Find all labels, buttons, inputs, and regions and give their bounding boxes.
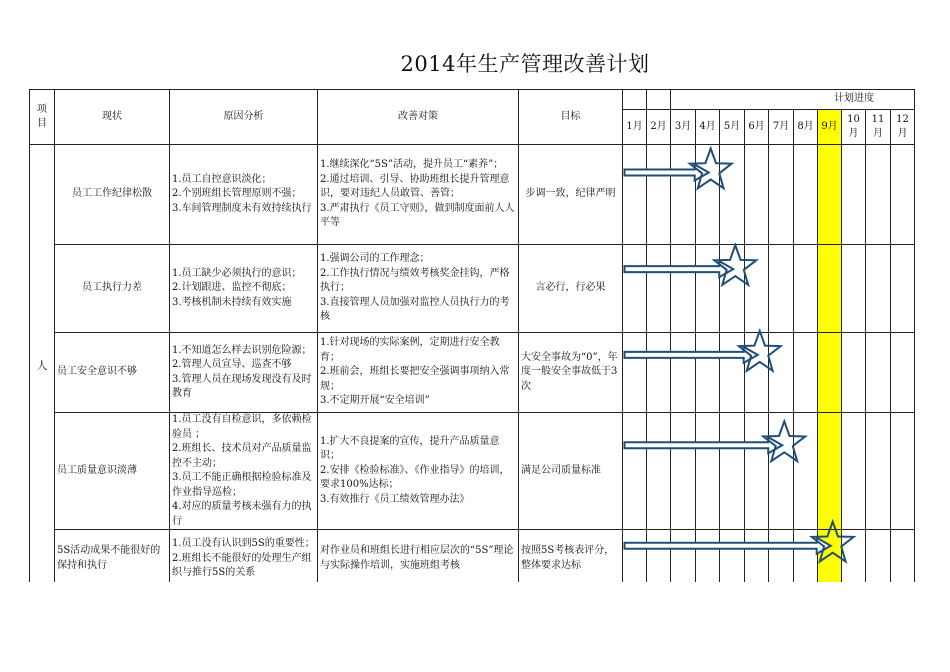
month-cell	[647, 530, 671, 588]
month-header-5: 5月	[720, 110, 745, 145]
cause-cell: 1.员工自控意识淡化； 2.个别班组长管理原则不强； 3.车间管理制度未有效持续执行	[170, 145, 318, 245]
goal-cell: 言必行，行必果	[519, 245, 623, 333]
measures-cell: 1.强调公司的工作理念； 2.工作执行情况与绩效考核奖金挂钩，严格执行； 3.直接管理人员加强对监控人员执行力的考核	[318, 245, 519, 333]
month-cell	[842, 333, 866, 413]
month-cell	[623, 145, 647, 245]
month-cell	[671, 245, 696, 333]
month-cell	[891, 530, 915, 588]
month-header-7: 7月	[769, 110, 794, 145]
status-cell: 员工执行力差	[55, 245, 170, 333]
header-item: 项 目	[30, 90, 55, 145]
month-header-12: 12 月	[891, 110, 915, 145]
month-cell	[891, 413, 915, 530]
header-status: 现状	[55, 90, 170, 145]
month-cell	[647, 145, 671, 245]
month-cell	[818, 413, 842, 530]
month-cell	[866, 333, 891, 413]
status-cell: 员工工作纪律松散	[55, 145, 170, 245]
month-cell	[623, 530, 647, 588]
cause-cell: 1.员工缺少必须执行的意识； 2.计划跟进、监控不彻底； 3.考核机制未持续有效实施	[170, 245, 318, 333]
goal-cell: 满足公司质量标准	[519, 413, 623, 530]
month-cell	[818, 145, 842, 245]
month-cell	[866, 413, 891, 530]
month-cell	[745, 333, 769, 413]
header-schedule: 计划进度	[671, 90, 915, 110]
month-cell	[891, 333, 915, 413]
month-cell	[818, 530, 842, 588]
month-cell	[745, 245, 769, 333]
month-cell	[647, 245, 671, 333]
month-cell	[891, 145, 915, 245]
month-cell	[842, 145, 866, 245]
month-cell	[842, 413, 866, 530]
measures-cell: 1.继续深化“5S”活动，提升员工“素养”； 2.通过培训、引导、协助班组长提升管理意识，要对违纪人员敢管、善管； 3.严肃执行《员工守则》，做到制度面前人人平等	[318, 145, 519, 245]
month-cell	[623, 413, 647, 530]
goal-cell: 大安全事故为“0”，年度一般安全事故低于3次	[519, 333, 623, 413]
month-header-10: 10 月	[842, 110, 866, 145]
goal-cell: 步调一致，纪律严明	[519, 145, 623, 245]
month-cell	[696, 530, 720, 588]
month-cell	[769, 145, 794, 245]
month-cell	[769, 530, 794, 588]
cause-cell: 1.员工没有自检意识，多依赖检验员 ； 2.班组长、技术员对产品质量监控不主动； 3.员工不能正确根据检验标准及作业指导巡检； 4.对应的质量考核未强有力的执行	[170, 413, 318, 530]
plan-row	[30, 413, 915, 530]
header-measures: 改善对策	[318, 90, 519, 145]
status-cell: 员工安全意识不够	[55, 333, 170, 413]
plan-row	[30, 145, 915, 245]
month-cell	[720, 530, 745, 588]
month-cell	[745, 145, 769, 245]
month-cell	[818, 245, 842, 333]
month-cell	[842, 530, 866, 588]
month-cell	[794, 245, 818, 333]
category-cell: 人	[30, 145, 55, 588]
header-blank-1	[623, 90, 647, 110]
month-cell	[647, 413, 671, 530]
month-cell	[794, 145, 818, 245]
month-cell	[720, 333, 745, 413]
page-bottom-margin	[0, 582, 950, 672]
month-cell	[891, 245, 915, 333]
month-header-11: 11 月	[866, 110, 891, 145]
month-cell	[671, 530, 696, 588]
month-header-4: 4月	[696, 110, 720, 145]
month-cell	[623, 333, 647, 413]
month-cell	[720, 245, 745, 333]
month-cell	[720, 413, 745, 530]
measures-cell: 1.针对现场的实际案例，定期进行安全教育； 2.班前会，班组长要把安全强调事项纳入常规； 3.不定期开展“安全培训”	[318, 333, 519, 413]
month-cell	[720, 145, 745, 245]
month-cell	[866, 145, 891, 245]
month-cell	[866, 530, 891, 588]
month-cell	[671, 333, 696, 413]
month-cell	[745, 530, 769, 588]
month-cell	[794, 413, 818, 530]
month-header-2: 2月	[647, 110, 671, 145]
header-blank-2	[647, 90, 671, 110]
month-header-3: 3月	[671, 110, 696, 145]
month-header-6: 6月	[745, 110, 769, 145]
month-cell	[818, 333, 842, 413]
status-cell: 5S活动成果不能很好的保持和执行	[55, 530, 170, 588]
month-cell	[769, 333, 794, 413]
month-cell	[794, 530, 818, 588]
month-cell	[769, 245, 794, 333]
cause-cell: 1.员工没有认识到5S的重要性； 2.班组长不能很好的处理生产组织与推行5S的关系	[170, 530, 318, 588]
month-cell	[696, 145, 720, 245]
month-cell	[842, 245, 866, 333]
plan-table	[29, 89, 915, 588]
page-title: 2014年生产管理改善计划	[400, 52, 650, 76]
plan-row	[30, 245, 915, 333]
month-header-1: 1月	[623, 110, 647, 145]
month-cell	[745, 413, 769, 530]
measures-cell: 1.扩大不良提案的宣传，提升产品质量意识； 2.安排《检验标准》、《作业指导》的培训，要求100%达标； 3.有效推行《员工绩效管理办法》	[318, 413, 519, 530]
month-cell	[671, 145, 696, 245]
month-cell	[696, 245, 720, 333]
plan-row	[30, 333, 915, 413]
month-cell	[671, 413, 696, 530]
month-header-8: 8月	[794, 110, 818, 145]
measures-cell: 对作业员和班组长进行相应层次的“5S”理论与实际操作培训，实施班组考核	[318, 530, 519, 588]
month-cell	[769, 413, 794, 530]
month-cell	[696, 333, 720, 413]
month-cell	[623, 245, 647, 333]
header-goal: 目标	[519, 90, 623, 145]
plan-row	[30, 530, 915, 588]
month-cell	[794, 333, 818, 413]
month-header-9: 9月	[818, 110, 842, 145]
month-cell	[647, 333, 671, 413]
goal-cell: 按照5S考核表评分，整体要求达标	[519, 530, 623, 588]
month-cell	[866, 245, 891, 333]
header-cause: 原因分析	[170, 90, 318, 145]
month-cell	[696, 413, 720, 530]
status-cell: 员工质量意识淡薄	[55, 413, 170, 530]
cause-cell: 1.不知道怎么样去识别危险源； 2.管理人员宣导、巡查不够 3.管理人员在现场发现没有及时教育	[170, 333, 318, 413]
